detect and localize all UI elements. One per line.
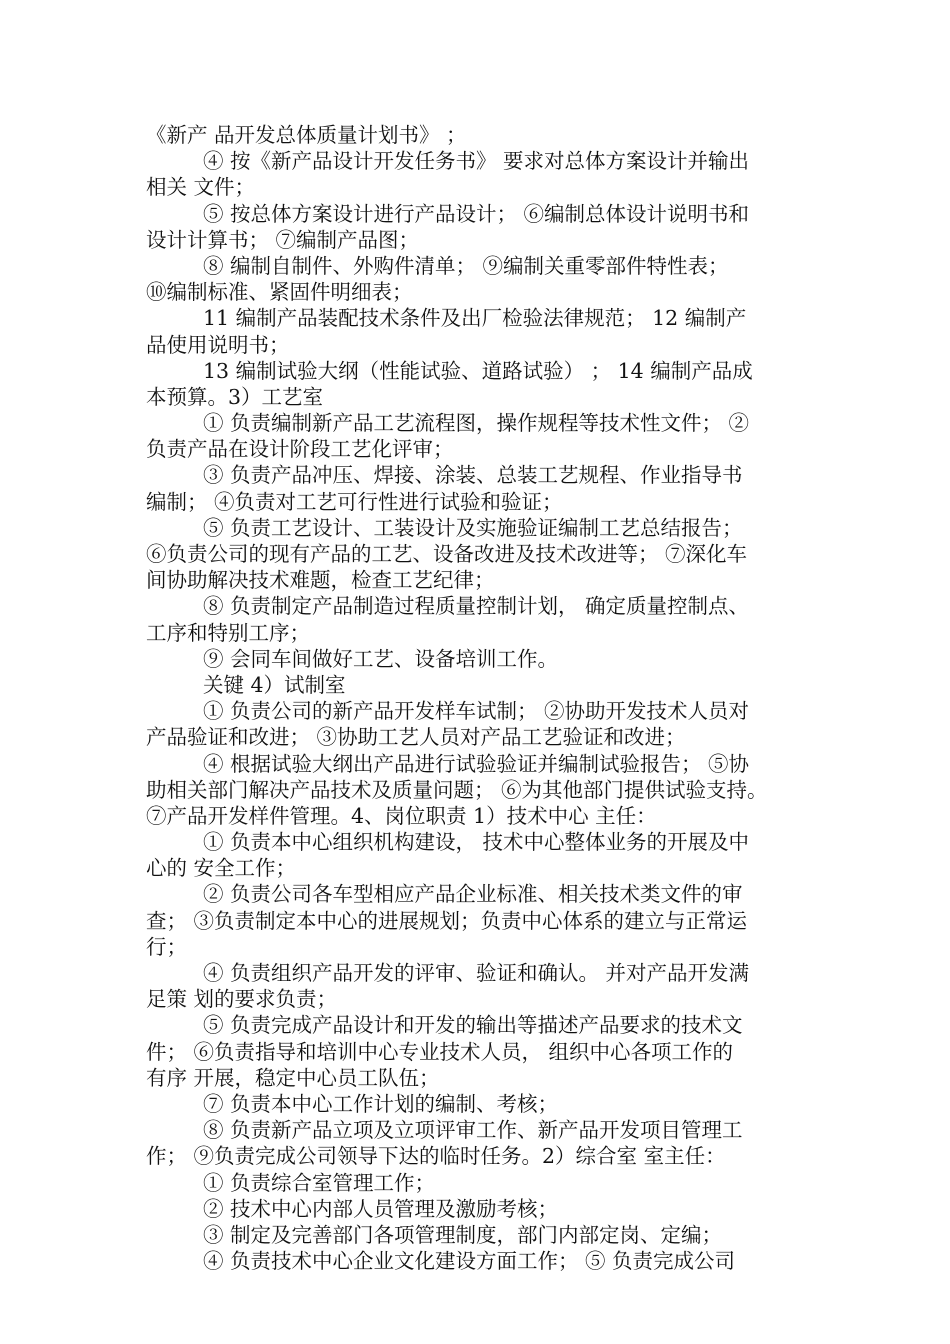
document-line: 品使用说明书； [146,332,290,357]
document-line: 助相关部门解决产品技术及质量问题； ⑥为其他部门提供试验支持。 [146,777,768,802]
document-line: ⑤ 负责完成产品设计和开发的输出等描述产品要求的技术文 [203,1013,743,1038]
document-line: ⑧ 负责新产品立项及立项评审工作、新产品开发项目管理工 [203,1118,743,1143]
document-line: 负责产品在设计阶段工艺化评审； [146,437,454,462]
document-line: ① 负责综合室管理工作； [203,1170,436,1195]
document-line: 件； ⑥负责指导和培训中心专业技术人员， 组织中心各项工作的 [146,1039,734,1064]
document-line: 工序和特别工序； [146,620,310,645]
document-line: ⑦ 负责本中心工作计划的编制、考核； [203,1091,559,1116]
document-line: ③ 制定及完善部门各项管理制度，部门内部定岗、定编； [203,1222,723,1247]
document-line: 行； [146,934,187,959]
document-line: ⑧ 负责制定产品制造过程质量控制计划， 确定质量控制点、 [203,594,750,619]
document-line: ④ 根据试验大纲出产品进行试验验证并编制试验报告； ⑤协 [203,751,750,776]
document-line: ④ 按《新产品设计开发任务书》 要求对总体方案设计并输出 [203,149,750,174]
document-line: 11 编制产品装配技术条件及出厂检验法律规范； 12 编制产 [203,306,747,331]
document-line: ② 负责公司各车型相应产品企业标准、相关技术类文件的审 [203,882,743,907]
document-line: ① 负责本中心组织机构建设， 技术中心整体业务的开展及中 [203,830,750,855]
document-line: 设计计算书； ⑦编制产品图； [146,227,420,252]
document-line: ② 技术中心内部人员管理及激励考核； [203,1196,559,1221]
document-line: ④ 负责组织产品开发的评审、验证和确认。 并对产品开发满 [203,961,750,985]
document-line: 本预算。3）工艺室 [146,384,324,409]
document-line: 足策 划的要求负责； [146,987,338,1012]
document-line: ⑧ 编制自制件、外购件清单； ⑨编制关重零部件特性表； [203,253,729,278]
document-line: 《新产 品开发总体质量计划书》 ； [146,123,467,147]
document-line: 产品验证和改进； ③协助工艺人员对产品工艺验证和改进； [146,725,686,750]
document-line: 13 编制试验大纲（性能试验、道路试验） ； 14 编制产品成 [203,358,753,383]
document-line: ③ 负责产品冲压、焊接、涂装、总装工艺规程、作业指导书 [203,463,743,488]
document-line: ⑥负责公司的现有产品的工艺、设备改进及技术改进等； ⑦深化车 [146,542,748,566]
document-line: 相关 文件； [146,175,256,200]
document-line: 有序 开展，稳定中心员工队伍； [146,1065,440,1090]
document-line: 间协助解决技术难题，检查工艺纪律； [146,568,495,593]
document-line: 心的 安全工作； [146,856,297,881]
document-line: ⑤ 按总体方案设计进行产品设计； ⑥编制总体设计说明书和 [203,201,750,226]
document-line: ① 负责公司的新产品开发样车试制； ②协助开发技术人员对 [203,699,750,724]
document-line: ⑨ 会同车间做好工艺、设备培训工作。 [203,646,559,671]
document-line: 查； ③负责制定本中心的进展规划；负责中心体系的建立与正常运 [146,908,748,933]
document-line: ⑤ 负责工艺设计、工装设计及实施验证编制工艺总结报告； [203,515,743,540]
document-body [146,122,806,1274]
document-line: 作； ⑨负责完成公司领导下达的临时任务。2）综合室 室主任： [146,1144,726,1169]
document-line: ⑦产品开发样件管理。4、岗位职责 1）技术中心 主任： [146,803,657,828]
document-line: ⑩编制标准、紧固件明细表； [146,280,413,305]
document-line: 关键 4）试制室 [203,672,346,697]
document-line: 编制； ④负责对工艺可行性进行试验和验证； [146,489,563,514]
document-line: ① 负责编制新产品工艺流程图，操作规程等技术性文件； ② [203,411,750,436]
document-line: ④ 负责技术中心企业文化建设方面工作； ⑤ 负责完成公司 [203,1249,736,1274]
